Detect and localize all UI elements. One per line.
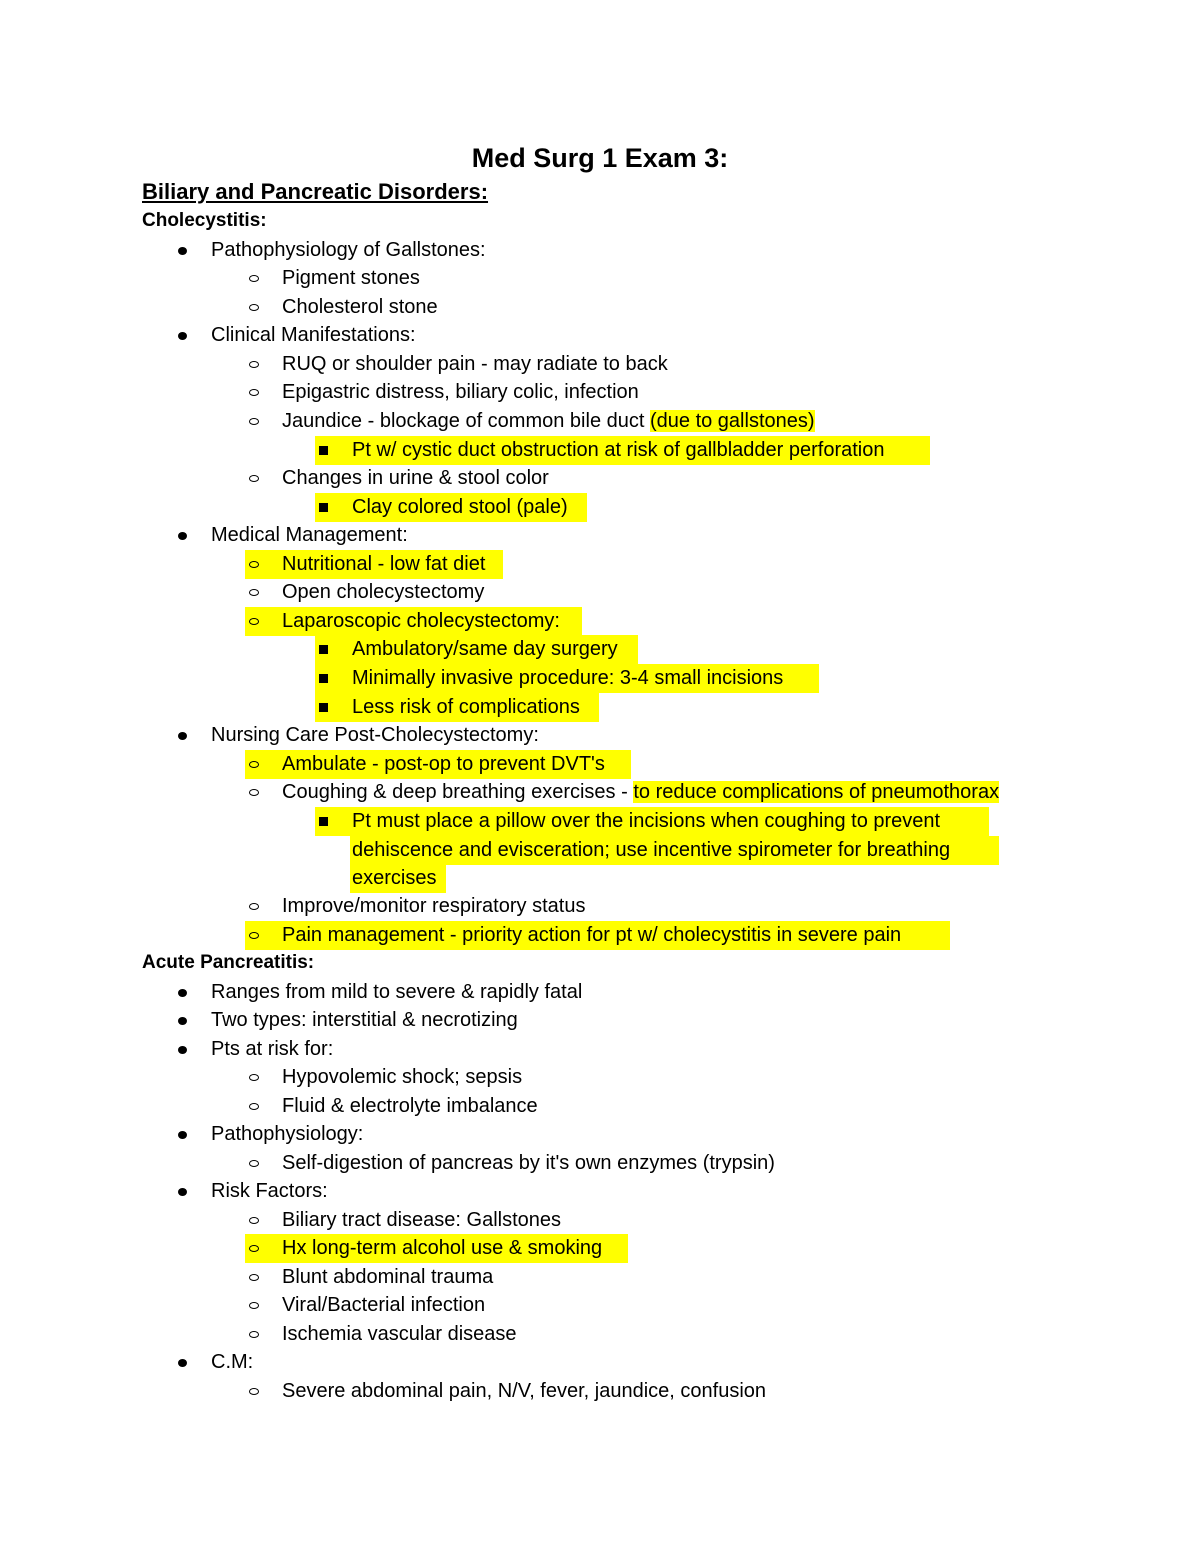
bullet-icon [178, 989, 187, 997]
circle-bullet-icon [249, 1074, 259, 1081]
subheading-acute-pancreatitis: Acute Pancreatitis: [142, 952, 315, 973]
circle-bullet-icon [249, 361, 259, 368]
bullet-icon [178, 247, 187, 255]
square-bullet-icon [319, 674, 328, 683]
circle-bullet-icon [249, 304, 259, 311]
square-bullet-icon [319, 645, 328, 654]
circle-bullet-icon [249, 932, 259, 939]
circle-bullet-icon [249, 1160, 259, 1167]
bullet-icon [178, 332, 187, 340]
subheading-cholecystitis: Cholecystitis: [142, 210, 267, 231]
bullet-icon [178, 1017, 187, 1025]
square-bullet-icon [319, 703, 328, 712]
square-bullet-icon [319, 446, 328, 455]
square-bullet-icon [319, 817, 328, 826]
circle-bullet-icon [249, 618, 259, 625]
circle-bullet-icon [249, 1103, 259, 1110]
circle-bullet-icon [249, 1274, 259, 1281]
section-heading: Biliary and Pancreatic Disorders: [142, 179, 489, 204]
circle-bullet-icon [249, 761, 259, 768]
document-page: Med Surg 1 Exam 3: Biliary and Pancreatic Disorders: Cholecystitis: Pathophysiology of Gallstones: Pigment stones Cholesterol stone Clinical Manifestations: RUQ or shoulder pain - may radiate to back Epigastric distress, biliary colic, infection Jaundice - blockage of common bile duct (due to gallstones) Pt w/ cystic duct obstruction at risk of gallbladder perforation Changes in urine & stool color Clay colored stool (pale) Medical Management: Nutritional - low fat diet Open cholecystectomy Laparoscopic cholecystectomy: Ambulatory/same day surgery Minimally invasive procedure: 3-4 small incisions Less risk of complications Nursing Care Post-Cholecystectomy: Ambulate - post-op to prevent DVT's Coughing & deep breathing exercises - to reduce complications of pneumothorax Pt must place a pillow over the incisions when coughing to prevent dehiscence and evisceration; use incentive spirometer for breathing exercises Improve/monitor respiratory status Pain management - priority action for pt w/ cholecystitis in severe pain Acute Pancreatitis: Ranges from mild to severe & rapidly fatal Two types: interstitial & necrotizing Pts at risk for: Hypovolemic shock; sepsis Fluid & electrolyte imbalance Pathophysiology: Self-digestion of pancreas by it's own enzymes (trypsin) Risk Factors: Biliary tract disease: Gallstones Hx long-term alcohol use & smoking Blunt abdominal trauma Viral/Bacterial infection Ischemia vascular disease C.M: Severe abdominal pain, N/V, fever, jaundice, confusion [0, 0, 1200, 1553]
circle-bullet-icon [249, 1217, 259, 1224]
square-bullet-icon [319, 503, 328, 512]
bullet-icon [178, 1046, 187, 1054]
circle-bullet-icon [249, 475, 259, 482]
circle-bullet-icon [249, 589, 259, 596]
circle-bullet-icon [249, 1331, 259, 1338]
highlighted-text: (due to gallstones) [649, 410, 815, 432]
bullet-icon [178, 1188, 187, 1196]
circle-bullet-icon [249, 1245, 259, 1252]
document-title: Med Surg 1 Exam 3: [471, 143, 729, 173]
circle-bullet-icon [249, 275, 259, 282]
circle-bullet-icon [249, 789, 259, 796]
bullet-icon [178, 1131, 187, 1139]
circle-bullet-icon [249, 1302, 259, 1309]
bullet-icon [178, 1359, 187, 1367]
circle-bullet-icon [249, 418, 259, 425]
circle-bullet-icon [249, 903, 259, 910]
circle-bullet-icon [249, 389, 259, 396]
highlighted-text: to reduce complications of pneumothorax [633, 781, 1000, 803]
bullet-icon [178, 532, 187, 540]
circle-bullet-icon [249, 561, 259, 568]
bullet-icon [178, 732, 187, 740]
circle-bullet-icon [249, 1388, 259, 1395]
